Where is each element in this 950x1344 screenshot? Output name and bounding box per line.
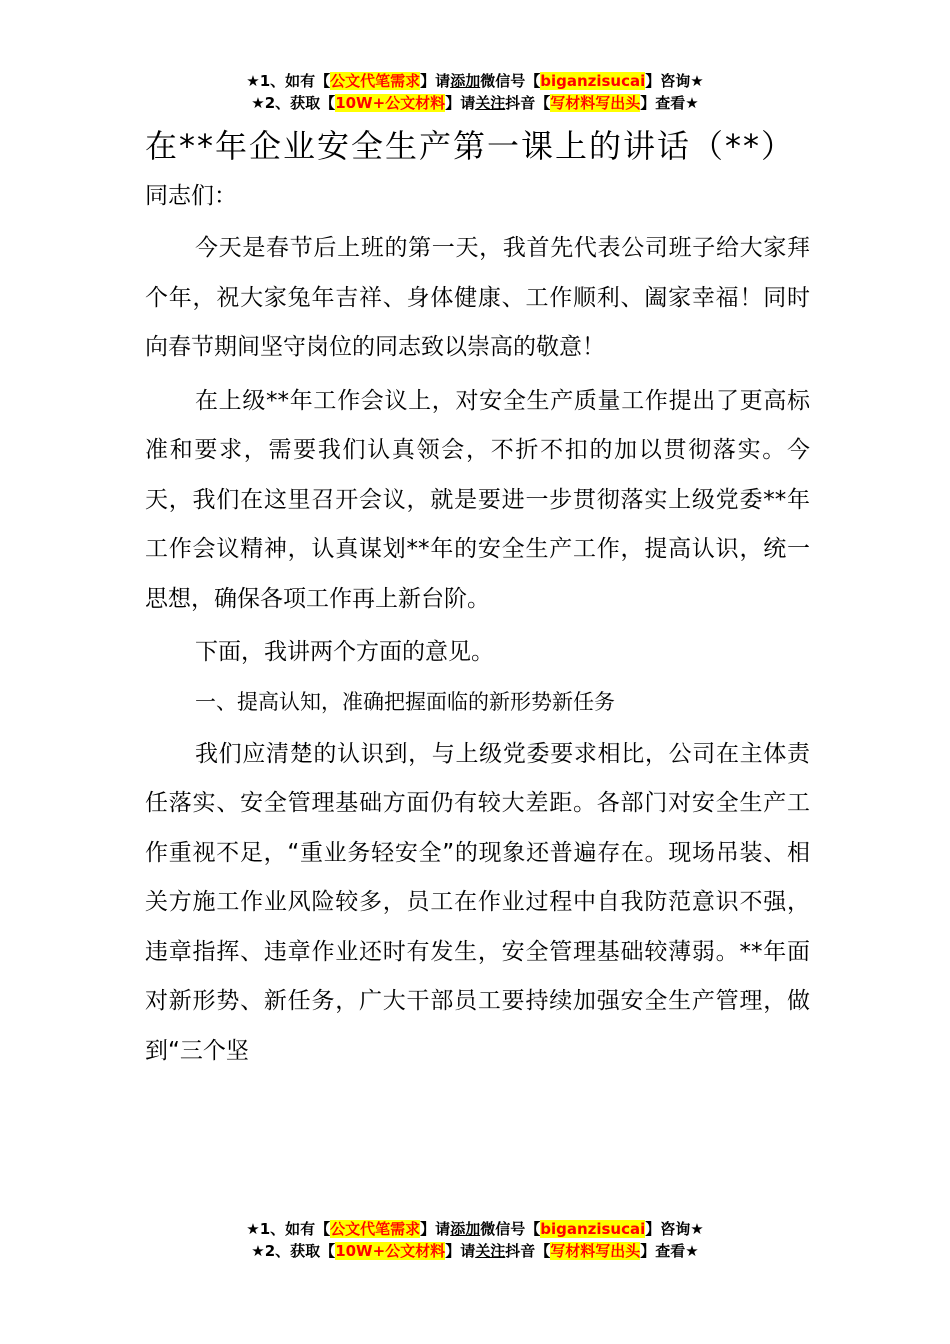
banner-highlight: 公文代笔需求: [330, 1220, 421, 1238]
banner-text: 抖音【: [505, 1242, 551, 1260]
banner-text: ★2、获取【: [251, 94, 336, 112]
document-body: [145, 124, 810, 1076]
banner-underline: 添加: [450, 72, 481, 90]
banner-highlight: 公文代笔需求: [330, 72, 421, 90]
banner-text: 】请: [420, 72, 451, 90]
banner-highlight: 10W+公文材料: [335, 94, 446, 112]
paragraph: 在上级**年工作会议上，对安全生产质量工作提出了更高标准和要求，需要我们认真领会，不折不扣的加以贯彻落实。今天，我们在这里召开会议，就是要进一步贯彻落实上级党委**年工作会议精神，认真谋划**年的安全生产工作，提高认识，统一思想，确保各项工作再上新台阶。: [145, 387, 810, 612]
banner-text: 】咨询★: [645, 1220, 704, 1238]
banner-text: 】请: [445, 1242, 476, 1260]
banner-highlight: 10W+公文材料: [335, 1242, 446, 1260]
paragraph: 下面，我讲两个方面的意见。: [195, 639, 494, 665]
document-title: 在**年企业安全生产第一课上的讲话（**）: [145, 127, 796, 165]
banner-text: ★1、如有【: [246, 1220, 331, 1238]
banner-highlight: 写材料写出头: [550, 1242, 641, 1260]
banner-text: 】查看★: [640, 94, 699, 112]
banner-underline: 添加: [450, 1220, 481, 1238]
banner-text: ★2、获取【: [251, 1242, 336, 1260]
banner-line-1: [0, 70, 950, 92]
banner-underline: 关注: [475, 1242, 506, 1260]
banner-text: ★1、如有【: [246, 72, 331, 90]
banner-text: 微信号【: [480, 1220, 541, 1238]
banner-text: 】咨询★: [645, 72, 704, 90]
footer-banner: [0, 1218, 950, 1262]
header-banner: [0, 70, 950, 114]
banner-text: 微信号【: [480, 72, 541, 90]
section-heading: 一、提高认知，准确把握面临的新形势新任务: [195, 689, 615, 714]
banner-line-2: [0, 92, 950, 114]
banner-text: 】请: [420, 1220, 451, 1238]
banner-underline: 关注: [475, 94, 506, 112]
banner-highlight: biganzisucai: [540, 72, 646, 90]
banner-line-1: [0, 1218, 950, 1240]
banner-text: 】请: [445, 94, 476, 112]
salutation: 同志们：: [145, 183, 237, 209]
banner-highlight: biganzisucai: [540, 1220, 646, 1238]
paragraph: 我们应清楚的认识到，与上级党委要求相比，公司在主体责任落实、安全管理基础方面仍有较大差距。各部门对安全生产工作重视不足，“重业务轻安全”的现象还普遍存在。现场吊装、相关方施工作业风险较多，员工在作业过程中自我防范意识不强，违章指挥、违章作业还时有发生，安全管理基础较薄弱。**年面对新形势、新任务，广大干部员工要持续加强安全生产管理，做到“三个坚: [145, 740, 810, 1064]
paragraph: 今天是春节后上班的第一天，我首先代表公司班子给大家拜个年，祝大家兔年吉祥、身体健康、工作顺利、阖家幸福！同时向春节期间坚守岗位的同志致以崇高的敬意！: [145, 235, 810, 360]
banner-line-2: [0, 1240, 950, 1262]
banner-text: 抖音【: [505, 94, 551, 112]
banner-text: 】查看★: [640, 1242, 699, 1260]
banner-highlight: 写材料写出头: [550, 94, 641, 112]
